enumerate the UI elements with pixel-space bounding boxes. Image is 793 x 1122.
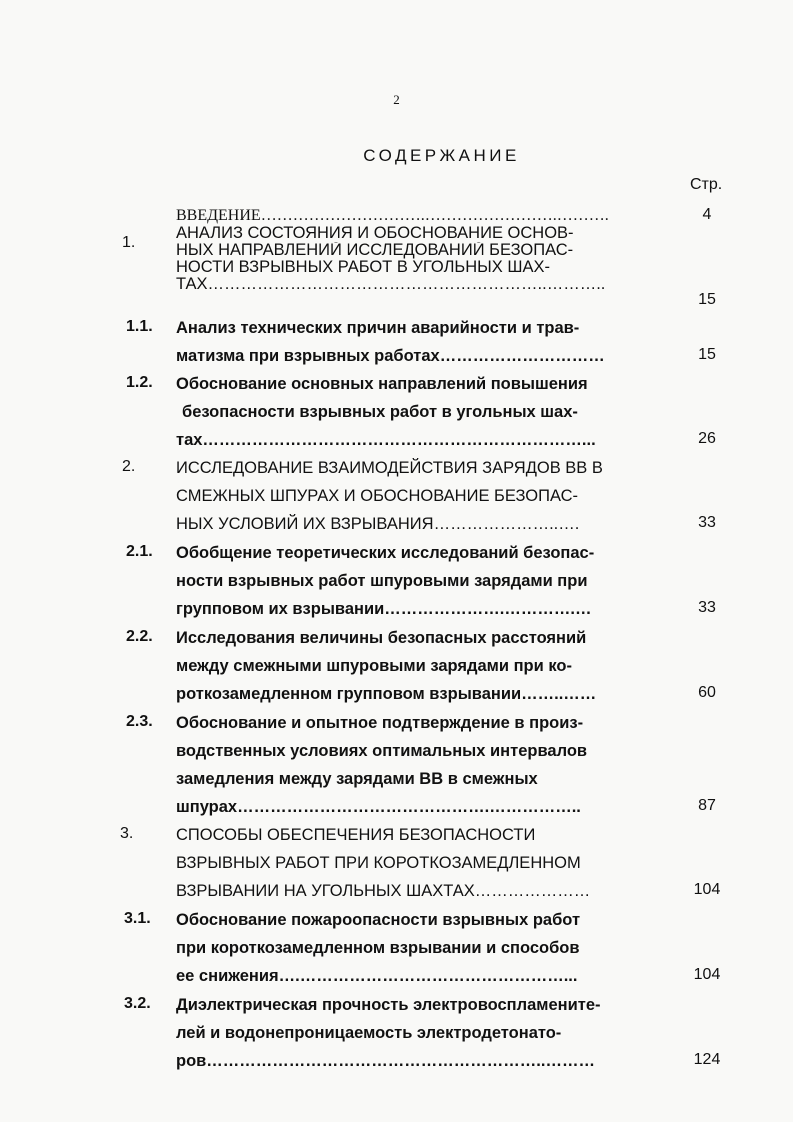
toc-line: ров……………………………………………………..……… — [176, 1052, 595, 1070]
toc-entry-text — [176, 906, 672, 990]
toc-line: ТАХ……………………………………………………..……….. — [176, 276, 606, 293]
toc-line: Обоснование и опытное подтверждение в произ- — [176, 714, 584, 732]
toc-line: ВЗРЫВНЫХ РАБОТ ПРИ КОРОТКОЗАМЕДЛЕННОМ — [176, 854, 581, 872]
page-title: СОДЕРЖАНИЕ — [363, 146, 520, 165]
toc-line: Диэлектрическая прочность электровоспламените- — [176, 996, 601, 1014]
toc-line: НЫХ УСЛОВИЙ ИХ ВЗРЫВАНИЯ…………………..…. — [176, 515, 580, 533]
toc-line: Обоснование основных направлений повышения — [176, 375, 588, 393]
toc-line: НОСТИ ВЗРЫВНЫХ РАБОТ В УГОЛЬНЫХ ШАХ- — [176, 259, 550, 276]
toc-entry-text — [176, 624, 672, 708]
toc-page-number: 33 — [698, 514, 716, 531]
toc-page-number: 124 — [693, 1051, 721, 1068]
toc-line: СМЕЖНЫХ ШПУРАХ И ОБОСНОВАНИЕ БЕЗОПАС- — [176, 487, 579, 505]
toc-line: ее снижения….…………………………………………... — [176, 967, 578, 985]
toc-page-number: 104 — [693, 966, 721, 983]
toc-number: 2.1. — [126, 543, 153, 560]
toc-line: ности взрывных работ шпуровыми зарядами при — [176, 572, 588, 590]
toc-number: 1.1. — [126, 318, 153, 335]
toc-entry-text — [176, 991, 672, 1075]
toc-entry-text — [176, 314, 672, 370]
toc-line: СПОСОБЫ ОБЕСПЕЧЕНИЯ БЕЗОПАСНОСТИ — [176, 826, 536, 844]
toc-number: 2. — [122, 458, 136, 475]
toc-number: 2.2. — [126, 628, 153, 645]
toc-page-number: 26 — [698, 430, 716, 447]
toc-line: при короткозамедленном взрывании и способов — [176, 939, 580, 957]
toc-page-number: 15 — [698, 346, 716, 363]
toc-line: НЫХ НАПРАВЛЕНИЙ ИССЛЕДОВАНИЙ БЕЗОПАС- — [176, 242, 574, 259]
toc-number: 1. — [122, 234, 136, 251]
page-number: 2 — [393, 92, 400, 107]
toc-line: ИССЛЕДОВАНИЕ ВЗАИМОДЕЙСТВИЯ ЗАРЯДОВ ВВ В — [176, 459, 603, 477]
toc-number: 3.2. — [124, 995, 151, 1012]
toc-line: ВЗРЫВАНИИ НА УГОЛЬНЫХ ШАХТАХ………………… — [176, 882, 591, 900]
toc-line: водственных условиях оптимальных интервалов — [176, 742, 588, 760]
toc-entry-text — [176, 709, 672, 821]
toc-number: 1.2. — [126, 374, 153, 391]
toc-page-number: 33 — [698, 599, 716, 616]
toc-line: Обоснование пожароопасности взрывных работ — [176, 911, 581, 929]
toc-line: ВВЕДЕНИЕ………………………….…………………….………. — [176, 207, 609, 224]
toc-line: безопасности взрывных работ в угольных шах- — [182, 403, 578, 421]
toc-page-number: 60 — [698, 684, 716, 701]
toc-entry-text — [176, 539, 672, 623]
toc-page-number: 104 — [693, 881, 721, 898]
toc-line: лей и водонепроницаемость электродетонато- — [176, 1024, 562, 1042]
toc-page-number: 15 — [698, 291, 716, 308]
toc-line: шпурах……………………………………….…………….. — [176, 798, 581, 816]
toc-line: роткозамедленном групповом взрывании……..…… — [176, 685, 597, 703]
page-column-label: Стр. — [690, 176, 723, 193]
toc-entry-text — [176, 821, 672, 905]
toc-line: АНАЛИЗ СОСТОЯНИЯ И ОБОСНОВАНИЕ ОСНОВ- — [176, 225, 574, 242]
toc-line: Обобщение теоретических исследований безопас- — [176, 544, 595, 562]
toc-page-number: 4 — [702, 206, 712, 223]
toc-line: тах……………………………………………………………... — [176, 431, 596, 449]
toc-line: групповом их взрывании………………….………….… — [176, 600, 592, 618]
toc-number: 3.1. — [124, 910, 151, 927]
toc-entry-text — [176, 225, 672, 293]
toc-line: Анализ технических причин аварийности и трав- — [176, 319, 580, 337]
toc-line: между смежными шпуровыми зарядами при ко- — [176, 657, 572, 675]
toc-entry-text — [176, 454, 672, 538]
toc-line: Исследования величины безопасных расстояний — [176, 629, 587, 647]
toc-number: 2.3. — [126, 713, 153, 730]
toc-line: матизма при взрывных работах………………………… — [176, 347, 605, 365]
toc-line: замедления между зарядами ВВ в смежных — [176, 770, 538, 788]
toc-number: 3. — [120, 825, 134, 842]
toc-entry-text — [176, 370, 672, 454]
toc-page-number: 87 — [698, 797, 716, 814]
